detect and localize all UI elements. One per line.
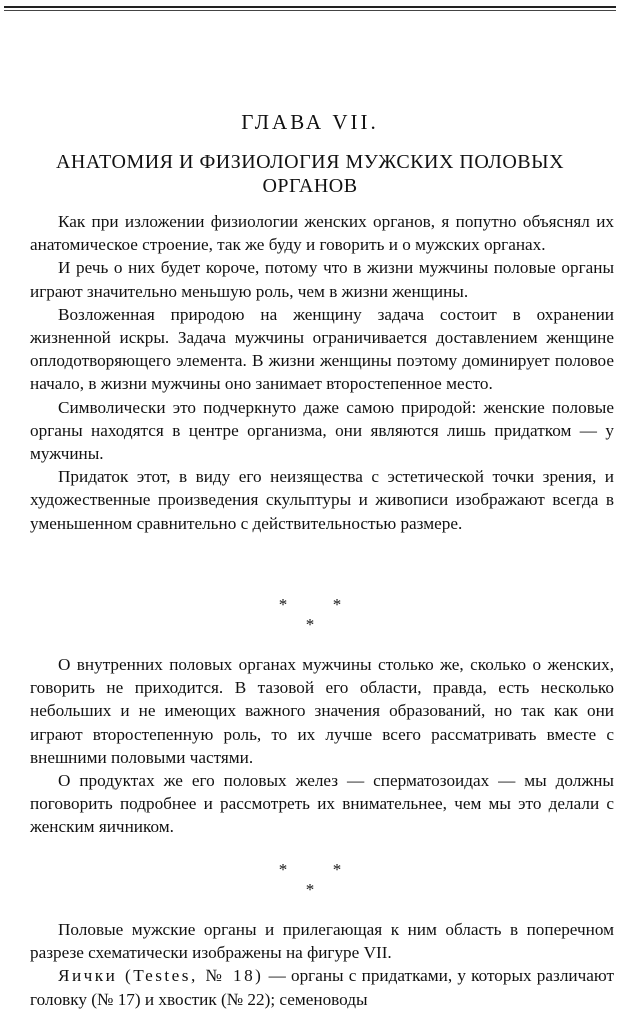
separator-star: * [332, 595, 342, 614]
separator-star: * [278, 860, 288, 879]
paragraph: Как при изложении физиологии женских органов, я попутно объяснял их анатомическое строение, так же буду и говорить и о мужских органах. [30, 212, 614, 255]
separator-star: * [332, 860, 342, 879]
paragraph: Символически это подчеркнуто даже самою природой: женские половые органы находятся в центре организма, они являются лишь придатком — у мужчины. [30, 397, 614, 464]
paragraph-text: — органы с придатками, у которых различают головку (№ 17) и хвостик (№ 22); семеноводы [30, 966, 614, 1009]
separator-star: * [305, 880, 315, 899]
paragraph: О продуктах же его половых желез — сперматозоидах — мы должны поговорить подробнее и рассмотреть их внимательнее, чем мы это делали с женским яичником. [30, 771, 614, 837]
paragraph: Половые мужские органы и прилегающая к ним область в поперечном разрезе схематически изображены на фигуре VII. [30, 920, 614, 963]
top-rule [4, 6, 616, 8]
section-separator [0, 595, 620, 635]
top-rule-secondary [4, 10, 616, 11]
chapter-title: АНАТОМИЯ И ФИЗИОЛОГИЯ МУЖСКИХ ПОЛОВЫХ ОРГАНОВ [55, 151, 565, 197]
section-1 [30, 210, 614, 535]
paragraph: Возложенная природою на женщину задача состоит в охранении жизненной искры. Задача мужчины ограничивается доставлением женщине оплодотворяющего элемента. В жизни женщины поэтому доминирует половое начало, в жизни мужчины оно занимает второстепенное место. [30, 304, 614, 394]
separator-star: * [278, 595, 288, 614]
paragraph: О внутренних половых органах мужчины столько же, сколько о женских, говорить не приходится. В тазовой его области, правда, есть несколько небольших и не имеющих важного значения образований, но так как они играют второстепенную роль, то их лучше всего рассматривать вместе с внешними половыми частями. [30, 655, 614, 767]
section-2 [30, 653, 614, 839]
section-separator [0, 860, 620, 900]
separator-star: * [305, 615, 315, 634]
spaced-term: Яички (Testes, № 18) [58, 966, 264, 986]
paragraph: Придаток этот, в виду его неизящества с эстетической точки зрения, и художественные произведения скульптуры и живописи изображают всегда в уменьшенном сравнительно с действительностью размере. [30, 467, 614, 533]
paragraph [30, 964, 614, 1010]
paragraph: И речь о них будет короче, потому что в жизни мужчины половые органы играют значительно меньшую роль, чем в жизни женщины. [30, 258, 614, 301]
chapter-number: ГЛАВА VII. [241, 110, 379, 134]
section-3 [30, 918, 614, 1011]
